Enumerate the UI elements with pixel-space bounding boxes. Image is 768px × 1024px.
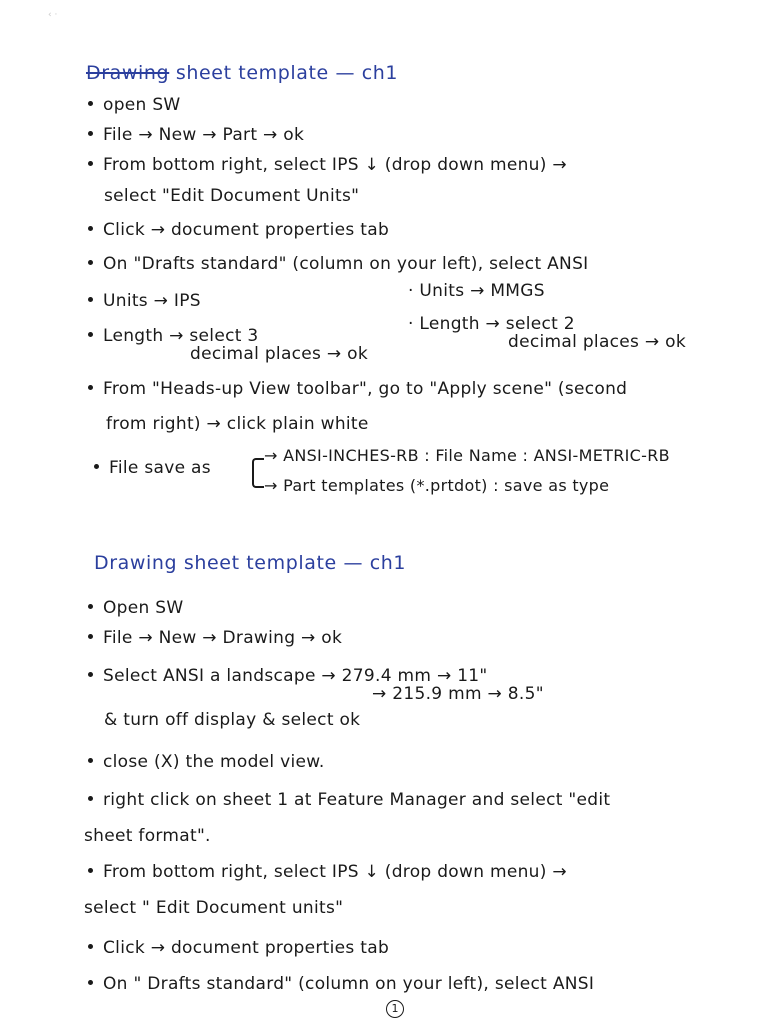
note-line: From "Heads-up View toolbar", go to "Apply scene" (second — [88, 379, 627, 399]
bullet-dot — [88, 868, 93, 873]
bullet-dot — [88, 980, 93, 985]
note-line: & turn off display & select ok — [104, 710, 361, 730]
note-line: File save as — [94, 458, 211, 478]
bracket-mark — [252, 458, 264, 488]
bullet-dot — [88, 101, 93, 106]
bullet-dot — [88, 226, 93, 231]
bullet-dot — [88, 297, 93, 302]
note-line: → Part templates (*.prtdot) : save as type — [264, 476, 610, 495]
bullet-dot — [88, 260, 93, 265]
bullet-dot — [88, 944, 93, 949]
page-number: 1 — [386, 1000, 404, 1018]
note-line: decimal places → ok — [190, 344, 369, 364]
note-line: right click on sheet 1 at Feature Manager and select "edit — [88, 790, 610, 810]
note-line: open SW — [88, 95, 181, 115]
bullet-dot — [88, 131, 93, 136]
section1-title-rest: sheet template — ch1 — [169, 62, 399, 84]
bullet-dot — [88, 758, 93, 763]
note-line: On "Drafts standard" (column on your left), select ANSI — [88, 254, 588, 274]
note-line: Click → document properties tab — [88, 220, 389, 240]
note-line: close (X) the model view. — [88, 752, 325, 772]
smudge-mark: ‹ · — [48, 10, 58, 20]
bullet-dot — [88, 672, 93, 677]
section2-title: Drawing sheet template — ch1 — [94, 552, 407, 574]
note-line: → 215.9 mm → 8.5" — [372, 684, 544, 704]
note-line: select "Edit Document Units" — [104, 186, 360, 206]
note-line: Select ANSI a landscape → 279.4 mm → 11" — [88, 666, 488, 686]
bullet-dot — [88, 604, 93, 609]
bullet-dot — [88, 634, 93, 639]
note-line: File → New → Drawing → ok — [88, 628, 342, 648]
section1-title — [86, 62, 398, 84]
note-line: decimal places → ok — [508, 332, 687, 352]
note-line: · Length → select 2 — [408, 314, 575, 334]
note-line: Open SW — [88, 598, 184, 618]
note-line: sheet format". — [84, 826, 211, 846]
note-line: Units → IPS — [88, 291, 201, 311]
section1-title-struck: Drawing — [86, 62, 170, 84]
bullet-dot — [88, 161, 93, 166]
note-line: · Units → MMGS — [408, 281, 545, 301]
note-line: from right) → click plain white — [106, 414, 369, 434]
bullet-dot — [88, 385, 93, 390]
note-line: Click → document properties tab — [88, 938, 389, 958]
bullet-dot — [94, 464, 99, 469]
note-line: From bottom right, select IPS ↓ (drop down menu) → — [88, 155, 567, 175]
bullet-dot — [88, 332, 93, 337]
note-line: On " Drafts standard" (column on your left), select ANSI — [88, 974, 594, 994]
note-line: select " Edit Document units" — [84, 898, 344, 918]
note-line: → ANSI-INCHES-RB : File Name : ANSI-METRIC-RB — [264, 446, 670, 465]
note-line: From bottom right, select IPS ↓ (drop down menu) → — [88, 862, 567, 882]
note-line: File → New → Part → ok — [88, 125, 304, 145]
bullet-dot — [88, 796, 93, 801]
note-line: Length → select 3 — [88, 326, 259, 346]
